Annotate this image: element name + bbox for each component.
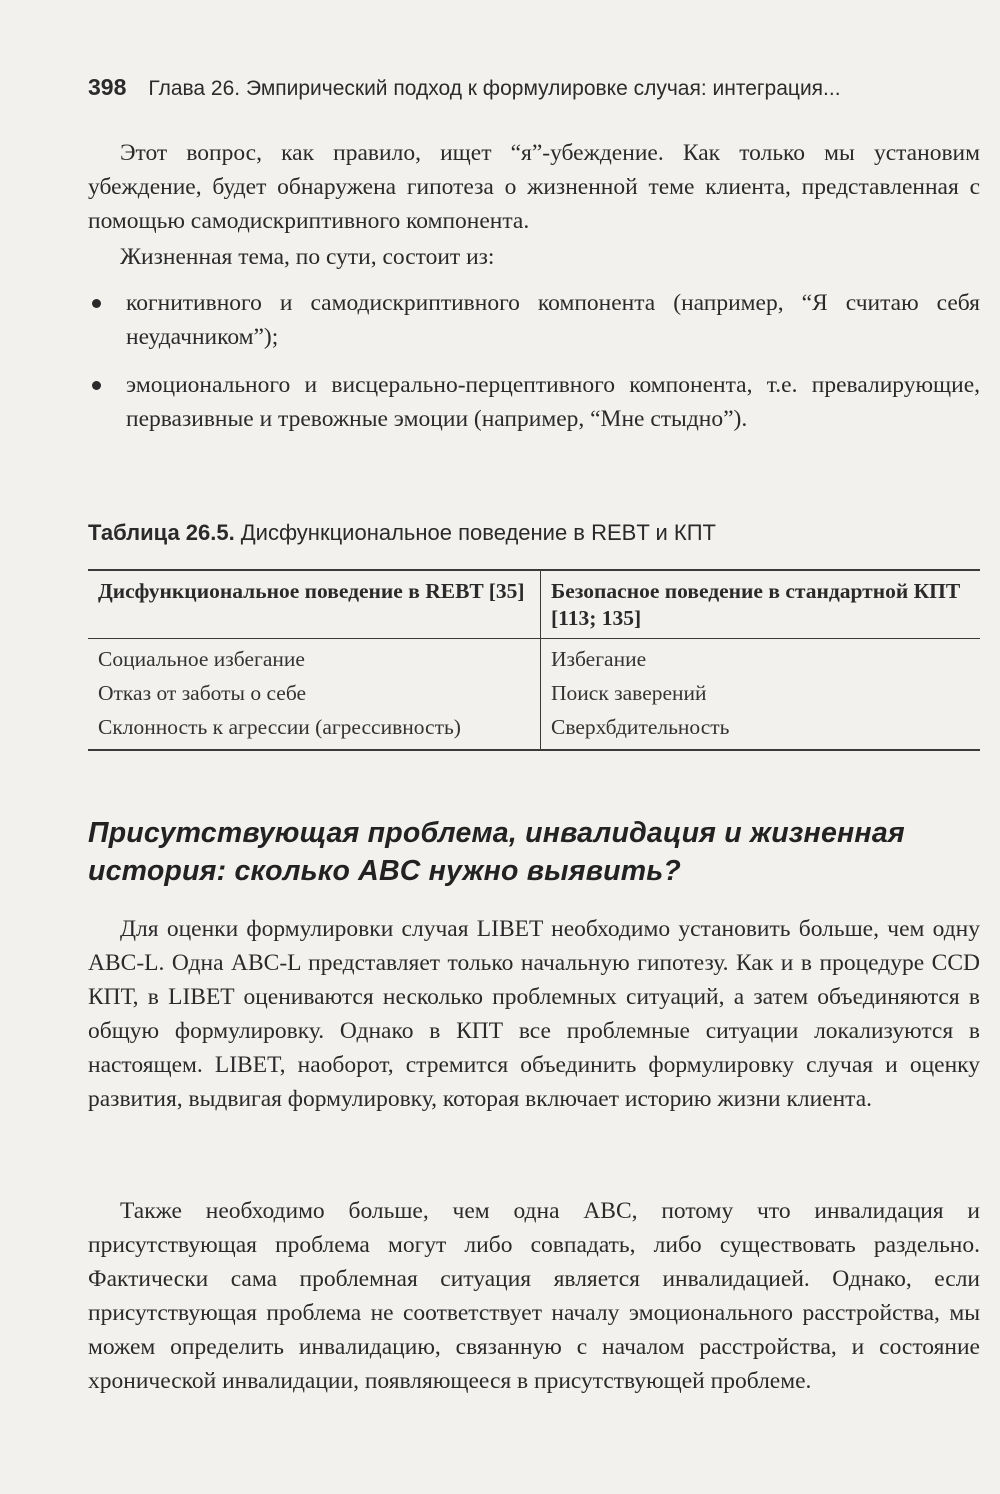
section-heading: Присутствующая проблема, инвалидация и жизненная история: сколько ABC нужно выявить? (88, 817, 905, 887)
table-caption (88, 520, 980, 546)
list-item (88, 286, 980, 354)
paragraph-libet: Для оценки формулировки случая LIBET необходимо установить больше, чем одну ABC-L. Одна ABC-L представляет только начальную гипотезу. Как и в процедуре CCD КПТ, в LIBET оцениваются несколько проблемных ситуаций, а затем объединяются в общую формулировку. Однако в КПТ все проблемные ситуации локализуются в настоящем. LIBET, наоборот, стремится объединить формулировку случая и оценку развития, выдвигая формулировку, которая включает историю жизни клиента. (88, 916, 980, 1112)
list-item (88, 368, 980, 436)
table-row (88, 639, 980, 751)
table-cell-item: Отказ от заботы о себе (98, 681, 307, 705)
table-caption-label: Таблица 26.5. (88, 520, 235, 545)
table-cell-item: Поиск заверений (551, 681, 707, 705)
running-head (88, 74, 968, 101)
table-caption-text: Дисфункциональное поведение в REBT и КПТ (240, 520, 716, 545)
bullet-icon (92, 381, 101, 390)
chapter-title: Глава 26. Эмпирический подход к формулировке случая: интеграция... (148, 77, 841, 100)
list-item-text: когнитивного и самодискриптивного компонента (например, “Я считаю себя неудачником”); (126, 290, 980, 350)
table-header-row (88, 570, 980, 639)
behavior-table (88, 569, 980, 751)
table-cell-safety (541, 639, 981, 751)
paragraph-intro: Этот вопрос, как правило, ищет “я”-убеждение. Как только мы установим убеждение, будет обнаружена гипотеза о жизненной теме клиента, представленная с помощью самодискриптивного компонента. (88, 140, 980, 234)
table-header-dysfunctional: Дисфункциональное поведение в REBT [35] (88, 570, 541, 639)
list-item-text: эмоционального и висцерально-перцептивного компонента, т.е. превалирующие, первазивные и тревожные эмоции (например, “Мне стыдно”). (126, 372, 980, 432)
bullet-icon (92, 299, 101, 308)
table-cell-dysfunctional (88, 639, 541, 751)
table-cell-item: Сверхбдительность (551, 715, 730, 739)
table-cell-item: Склонность к агрессии (агрессивность) (98, 715, 461, 739)
table-header-safety: Безопасное поведение в стандартной КПТ [113; 135] (541, 570, 981, 639)
table-cell-item: Социальное избегание (98, 647, 305, 671)
page-number: 398 (88, 74, 127, 100)
paragraph-invalidation: Также необходимо больше, чем одна ABC, потому что инвалидация и присутствующая проблема могут либо совпадать, либо существовать раздельно. Фактически сама проблемная ситуация является инвалидацией. Однако, если присутствующая проблема не соответствует началу эмоционального расстройства, мы можем определить инвалидацию, связанную с началом расстройства, и состояние хронической инвалидации, появляющееся в присутствующей проблеме. (88, 1198, 980, 1394)
bullet-list (88, 286, 980, 436)
paragraph-life-theme-lead: Жизненная тема, по сути, состоит из: (120, 244, 495, 270)
table-cell-item: Избегание (551, 647, 647, 671)
